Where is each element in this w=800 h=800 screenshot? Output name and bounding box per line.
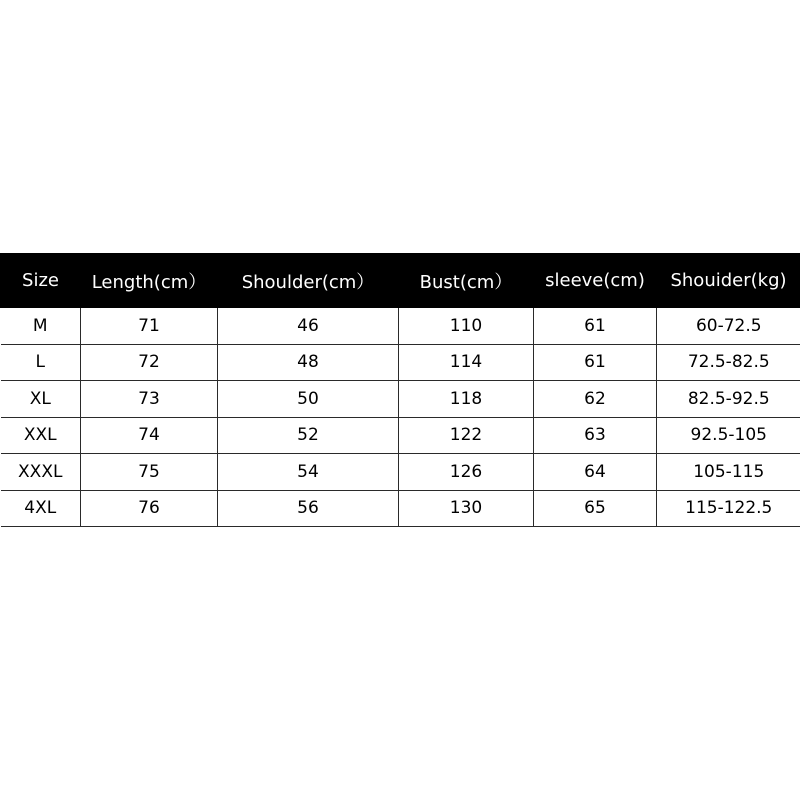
cell-shoulder: 48 [218,344,399,381]
header-shoulder: Shoulder(cm） [218,254,399,308]
cell-length: 74 [81,417,218,454]
cell-bust: 122 [399,417,534,454]
table-header [1,254,800,308]
cell-size: XXL [1,417,81,454]
cell-sleeve: 61 [534,344,657,381]
table-row [1,454,800,491]
cell-shoulder: 50 [218,381,399,418]
cell-weight: 82.5-92.5 [657,381,800,418]
cell-sleeve: 62 [534,381,657,418]
table-row [1,490,800,527]
cell-weight: 92.5-105 [657,417,800,454]
table-body [1,308,800,527]
cell-bust: 126 [399,454,534,491]
cell-bust: 114 [399,344,534,381]
cell-length: 75 [81,454,218,491]
cell-shoulder: 52 [218,417,399,454]
header-sleeve: sleeve(cm) [534,254,657,308]
cell-weight: 105-115 [657,454,800,491]
cell-shoulder: 54 [218,454,399,491]
cell-weight: 72.5-82.5 [657,344,800,381]
cell-length: 71 [81,308,218,345]
cell-length: 72 [81,344,218,381]
cell-sleeve: 65 [534,490,657,527]
table-row [1,381,800,418]
header-bust: Bust(cm） [399,254,534,308]
cell-size: XL [1,381,81,418]
table-row [1,308,800,345]
cell-size: M [1,308,81,345]
header-weight: Shouider(kg) [657,254,800,308]
cell-sleeve: 64 [534,454,657,491]
cell-sleeve: 61 [534,308,657,345]
cell-bust: 118 [399,381,534,418]
size-chart-table [0,253,800,527]
cell-shoulder: 46 [218,308,399,345]
table-row [1,417,800,454]
cell-sleeve: 63 [534,417,657,454]
table-row [1,344,800,381]
header-row [1,254,800,308]
cell-size: L [1,344,81,381]
cell-length: 76 [81,490,218,527]
cell-bust: 110 [399,308,534,345]
header-length: Length(cm） [81,254,218,308]
cell-shoulder: 56 [218,490,399,527]
cell-size: XXXL [1,454,81,491]
cell-length: 73 [81,381,218,418]
cell-weight: 115-122.5 [657,490,800,527]
cell-size: 4XL [1,490,81,527]
header-size: Size [1,254,81,308]
cell-bust: 130 [399,490,534,527]
cell-weight: 60-72.5 [657,308,800,345]
